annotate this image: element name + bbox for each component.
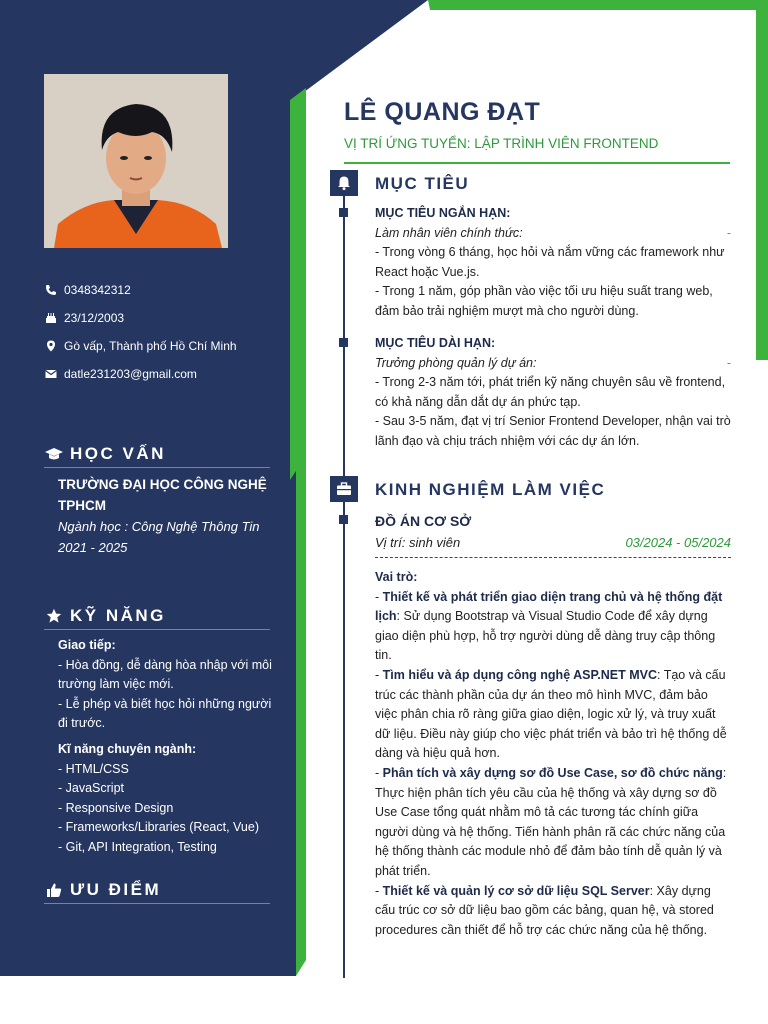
phone-icon	[44, 283, 58, 297]
long-term-title: MỤC TIÊU DÀI HẠN:	[375, 336, 496, 350]
project-meta-row	[375, 532, 731, 554]
role-item-text: : Tạo và cấu trúc các thành phần của dự án theo mô hình MVC, đảm bảo việc phân chia rõ ràng giữa giao diện, logic xử lý, và truy xuất dữ liệu. Điều này giúp cho việc phát triển và bảo trì hệ thống dễ dàng và hiệu quả hơn.	[375, 667, 727, 761]
tech-skill-item: - Responsive Design	[58, 800, 174, 815]
briefcase-icon	[330, 476, 358, 502]
tech-skill-item: - HTML/CSS	[58, 761, 129, 776]
education-content	[58, 474, 272, 558]
role-item-text: : Thực hiện phân tích yêu cầu của hệ thống và xây dựng sơ đồ Use Case tổng quát nhằm mô tả các tương tác chính giữa người dùng và hệ thống. Tiến hành phân rã các chức năng của hệ thống thành các module nhỏ để đảm bảo tính dễ quản lý và phát triển.	[375, 765, 727, 878]
profile-photo	[44, 74, 228, 248]
short-term-role: Làm nhân viên chính thức:	[375, 225, 523, 240]
role-item-bold: Phân tích và xây dựng sơ đồ Use Case, sơ đồ chức năng	[382, 765, 723, 780]
project-dates: 03/2024 - 05/2024	[625, 535, 731, 550]
role-item-text: : Sử dụng Bootstrap và Visual Studio Code để xây dựng giao diện phù hợp, hỗ trợ người dùng dễ dàng truy cập thông tin.	[375, 609, 716, 663]
short-term-role-row	[375, 224, 731, 244]
thumbs-up-icon	[44, 881, 64, 899]
education-heading-text: HỌC VẤN	[70, 443, 166, 463]
skills-heading	[44, 602, 270, 630]
graduation-cap-icon	[44, 445, 64, 463]
strengths-heading-text: ƯU ĐIỂM	[70, 879, 162, 899]
location-pin-icon	[44, 339, 58, 353]
birthday-text: 23/12/2003	[64, 311, 125, 325]
long-term-dash: -	[726, 355, 731, 370]
skills-heading-text: KỸ NĂNG	[70, 605, 166, 625]
short-term-line: - Trong vòng 6 tháng, học hỏi và nắm vững các framework như React hoặc Vue.js.	[375, 245, 725, 279]
applied-position: VỊ TRÍ ỨNG TUYỂN: LẬP TRÌNH VIÊN FRONTEND	[344, 136, 659, 151]
cake-icon	[44, 311, 58, 325]
role-item: - Thiết kế và phát triển giao diện trang chủ và hệ thống đặt lịch: Sử dụng Bootstrap và Visual Studio Code để xây dựng giao diện phù hợp, hỗ trợ người dùng dễ dàng truy cập thông tin.	[375, 589, 723, 663]
bell-icon	[330, 170, 358, 196]
star-icon	[44, 607, 64, 625]
role-item: - Thiết kế và quản lý cơ sở dữ liệu SQL Server: Xây dựng cấu trúc cơ sở dữ liệu bao gồm các bảng, quan hệ, và stored procedures cần thiết để hỗ trợ các chức năng của hệ thống.	[375, 883, 714, 937]
contact-info	[44, 276, 274, 388]
tech-skill-item: - Frameworks/Libraries (React, Vue)	[58, 820, 259, 835]
role-item-bold: Tìm hiểu và áp dụng công nghệ ASP.NET MVC	[382, 667, 657, 682]
tech-skill-item: - Git, API Integration, Testing	[58, 839, 217, 854]
dashed-divider	[375, 557, 731, 558]
contact-email	[44, 360, 274, 388]
education-years: 2021 - 2025	[58, 540, 128, 555]
contact-address	[44, 332, 274, 360]
candidate-name: LÊ QUANG ĐẠT	[344, 98, 541, 126]
timeline-dot	[339, 338, 348, 347]
role-item: - Phân tích và xây dựng sơ đồ Use Case, sơ đồ chức năng: Thực hiện phân tích yêu cầu của hệ thống và xây dựng sơ đồ Use Case tổng quát nhằm mô tả các tương tác chính giữa người dùng và hệ thống. Tiến hành phân rã các chức năng của hệ thống thành các module nhỏ để đảm bảo tính dễ quản lý và phát triển.	[375, 765, 727, 878]
address-text: Gò vấp, Thành phố Hồ Chí Minh	[64, 339, 237, 353]
objectives-heading: MỤC TIÊU	[375, 174, 470, 193]
experience-item-header	[375, 510, 731, 558]
timeline-dot	[339, 208, 348, 217]
education-major: Ngành học : Công Nghệ Thông Tin	[58, 519, 260, 534]
experience-details	[375, 568, 731, 940]
contact-birthday	[44, 304, 274, 332]
long-term-role-row	[375, 354, 731, 374]
short-term-dash: -	[726, 225, 731, 240]
contact-phone	[44, 276, 274, 304]
name-divider	[344, 162, 730, 164]
long-term-role: Trưởng phòng quản lý dự án:	[375, 355, 537, 370]
tech-skill-item: - JavaScript	[58, 781, 124, 796]
experience-heading: KINH NGHIỆM LÀM VIỆC	[375, 480, 606, 499]
project-title: ĐỒ ÁN CƠ SỞ	[375, 513, 472, 529]
education-heading	[44, 440, 270, 468]
role-item-text: : Xây dựng cấu trúc cơ sở dữ liệu bao gồm các bảng, quan hệ, và stored procedures cần thiết để hỗ trợ các chức năng của hệ thống.	[375, 883, 714, 937]
phone-text: 0348342312	[64, 283, 131, 297]
school-name: TRƯỜNG ĐẠI HỌC CÔNG NGHỆ TPHCM	[58, 477, 267, 513]
short-term-objective	[375, 204, 731, 322]
tech-skills-title: Kĩ năng chuyên ngành:	[58, 741, 197, 756]
project-role: Vị trí: sinh viên	[375, 535, 461, 550]
long-term-line: - Trong 2-3 năm tới, phát triển kỹ năng chuyên sâu về frontend, có khả năng dẫn dắt dự án phức tạp.	[375, 375, 726, 409]
strengths-heading	[44, 876, 270, 904]
role-item-bold: Thiết kế và phát triển giao diện trang chủ và hệ thống đặt lịch	[375, 589, 723, 624]
roles-title: Vai trò:	[375, 570, 418, 584]
soft-skill-item: - Hòa đồng, dễ dàng hòa nhập với môi trường làm việc mới.	[58, 657, 272, 692]
role-item-bold: Thiết kế và quản lý cơ sở dữ liệu SQL Server	[382, 883, 650, 898]
soft-skill-item: - Lễ phép và biết học hỏi những người đi trước.	[58, 696, 272, 731]
email-text: datle231203@gmail.com	[64, 367, 197, 381]
timeline-dot	[339, 515, 348, 524]
short-term-title: MỤC TIÊU NGẮN HẠN:	[375, 206, 511, 220]
short-term-line: - Trong 1 năm, góp phần vào việc tối ưu hiệu suất trang web, đảm bảo trải nghiệm mượt mà cho người dùng.	[375, 284, 713, 318]
role-item: - Tìm hiểu và áp dụng công nghệ ASP.NET MVC: Tạo và cấu trúc các thành phần của dự án theo mô hình MVC, đảm bảo việc phân chia rõ ràng giữa giao diện, logic xử lý, và truy xuất dữ liệu. Điều này giúp cho việc phát triển và bảo trì hệ thống dễ dàng và hiệu quả hơn.	[375, 667, 727, 761]
timeline-line	[343, 194, 345, 978]
long-term-objective	[375, 334, 731, 452]
soft-skills-title: Giao tiếp:	[58, 638, 116, 652]
mail-icon	[44, 367, 58, 381]
long-term-line: - Sau 3-5 năm, đạt vị trí Senior Frontend Developer, nhận vai trò lãnh đạo và chịu trách nhiệm với các dự án lớn.	[375, 414, 731, 448]
skills-content	[58, 636, 272, 858]
